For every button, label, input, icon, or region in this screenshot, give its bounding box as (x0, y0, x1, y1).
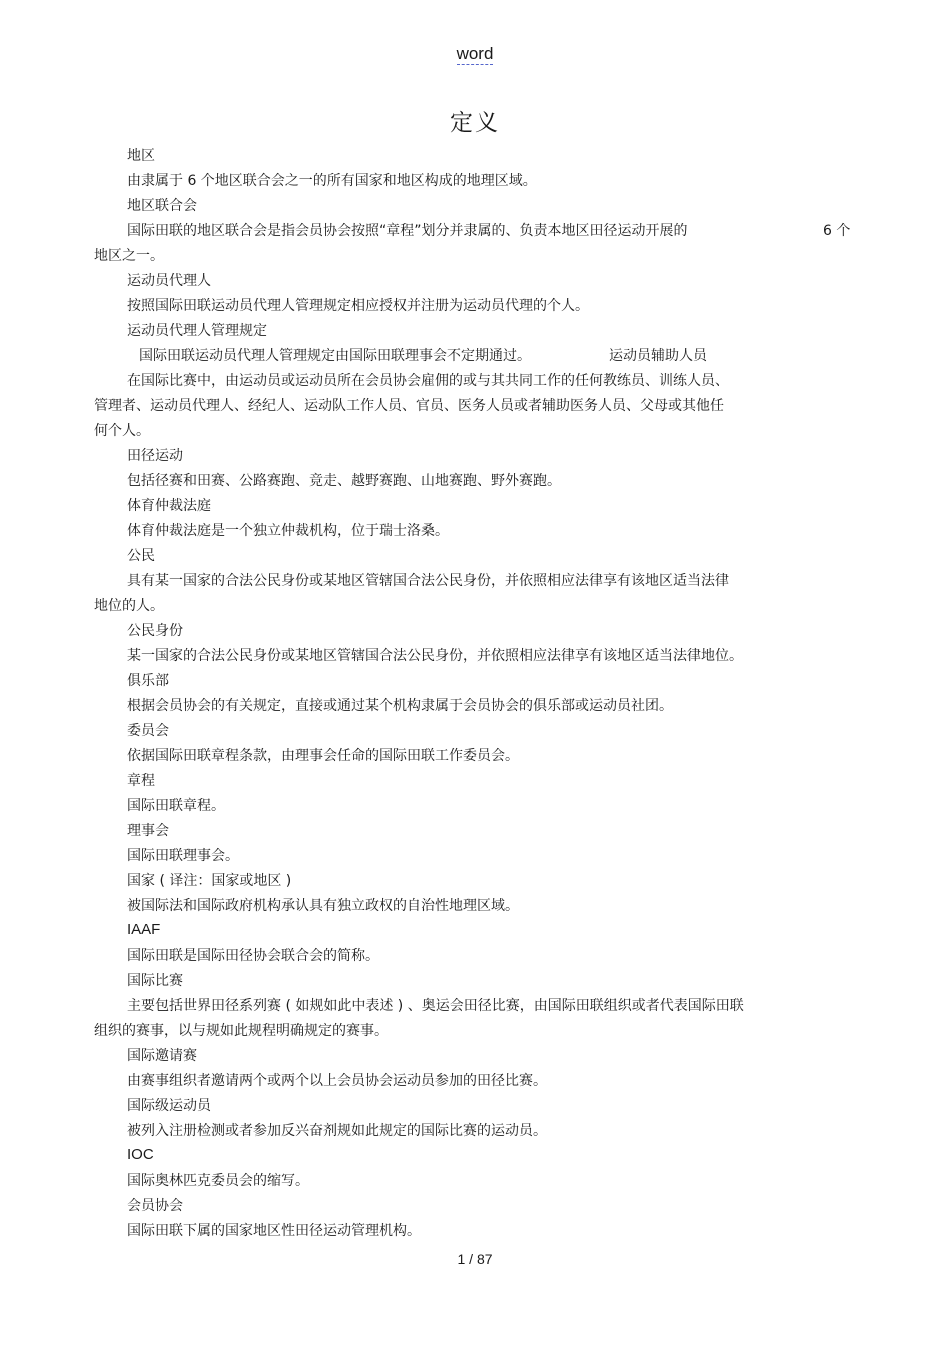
term-cas: 体育仲裁法庭 (127, 498, 211, 514)
definition-athlete-support-personnel: 在国际比赛中，由运动员或运动员所在会员协会雇佣的或与其共同工作的任何教练员、训练人员、 (127, 373, 729, 389)
term-athletics: 田径运动 (127, 448, 183, 464)
term-citizen: 公民 (127, 548, 155, 564)
term-member: 会员协会 (127, 1198, 183, 1214)
page-number: 1 / 87 (457, 1251, 493, 1267)
definition-area-association: 国际田联的地区联合会是指会员协会按照“章程”划分并隶属的、负责本地区田径运动开展的 (127, 223, 688, 239)
definition-member: 国际田联下属的国家地区性田径运动管理机构。 (127, 1223, 421, 1239)
page-header: word (456, 44, 494, 63)
term-athlete-support-personnel: 运动员辅助人员 (609, 348, 707, 364)
definition-international-competition: 主要包括世界田径系列赛 ( 如规如此中表述 ) 、奥运会田径比赛，由国际田联组织或者代表国际田联 (127, 998, 744, 1014)
definition-international-invitation: 由赛事组织者邀请两个或两个以上会员协会运动员参加的田径比赛。 (127, 1073, 547, 1089)
term-ioc: IOC (127, 1146, 154, 1163)
term-country: 国家 ( 译注：国家或地区 ) (127, 873, 292, 889)
definition-citizenship: 某一国家的合法公民身份或某地区管辖国合法公民身份，并依照相应法律享有该地区适当法律地位。 (127, 648, 743, 664)
term-athlete-representative: 运动员代理人 (127, 273, 211, 289)
term-commission: 委员会 (127, 723, 169, 739)
term-representative-regulations: 运动员代理人管理规定 (127, 323, 267, 339)
definition-international-level-athlete: 被列入注册检测或者参加反兴奋剂规如此规定的国际比赛的运动员。 (127, 1123, 547, 1139)
term-constitution: 章程 (127, 773, 155, 789)
term-iaaf: IAAF (127, 921, 161, 938)
definition-citizen-cont: 地位的人。 (94, 598, 164, 614)
definition-council: 国际田联理事会。 (127, 848, 239, 864)
definition-cas: 体育仲裁法庭是一个独立仲裁机构，位于瑞士洛桑。 (127, 523, 449, 539)
term-region: 地区 (127, 148, 155, 164)
term-area-association: 地区联合会 (127, 198, 197, 214)
definition-area-association-cont: 地区之一。 (94, 248, 164, 264)
definition-iaaf: 国际田联是国际田径协会联合会的简称。 (127, 948, 379, 964)
definition-athlete-support-personnel-cont-1: 管理者、运动员代理人、经纪人、运动队工作人员、官员、医务人员或者辅助医务人员、父母或其他任 (94, 398, 724, 414)
definition-representative-regulations: 国际田联运动员代理人管理规定由国际田联理事会不定期通过。 (139, 348, 531, 364)
definition-athlete-support-personnel-cont-2: 何个人。 (94, 423, 150, 439)
definition-country: 被国际法和国际政府机构承认具有独立政权的自治性地理区域。 (127, 898, 519, 914)
definition-international-competition-cont: 组织的赛事，以与规如此规程明确规定的赛事。 (94, 1023, 388, 1039)
definition-commission: 依据国际田联章程条款，由理事会任命的国际田联工作委员会。 (127, 748, 519, 764)
definition-area-association-count: 6 个 (823, 223, 851, 239)
term-council: 理事会 (127, 823, 169, 839)
term-international-invitation: 国际邀请赛 (127, 1048, 197, 1064)
definition-constitution: 国际田联章程。 (127, 798, 225, 814)
definition-ioc: 国际奥林匹克委员会的缩写。 (127, 1173, 309, 1189)
definition-athlete-representative: 按照国际田联运动员代理人管理规定相应授权并注册为运动员代理的个人。 (127, 298, 589, 314)
page-title: 定义 (450, 110, 500, 136)
term-citizenship: 公民身份 (127, 623, 183, 639)
definition-citizen: 具有某一国家的合法公民身份或某地区管辖国合法公民身份，并依照相应法律享有该地区适当法律 (127, 573, 729, 589)
definition-athletics: 包括径赛和田赛、公路赛跑、竞走、越野赛跑、山地赛跑、野外赛跑。 (127, 473, 561, 489)
term-club: 俱乐部 (127, 673, 169, 689)
term-international-level-athlete: 国际级运动员 (127, 1098, 211, 1114)
definition-region: 由隶属于 6 个地区联合会之一的所有国家和地区构成的地理区域。 (127, 173, 537, 189)
term-international-competition: 国际比赛 (127, 973, 183, 989)
definition-club: 根据会员协会的有关规定，直接或通过某个机构隶属于会员协会的俱乐部或运动员社团。 (127, 698, 673, 714)
